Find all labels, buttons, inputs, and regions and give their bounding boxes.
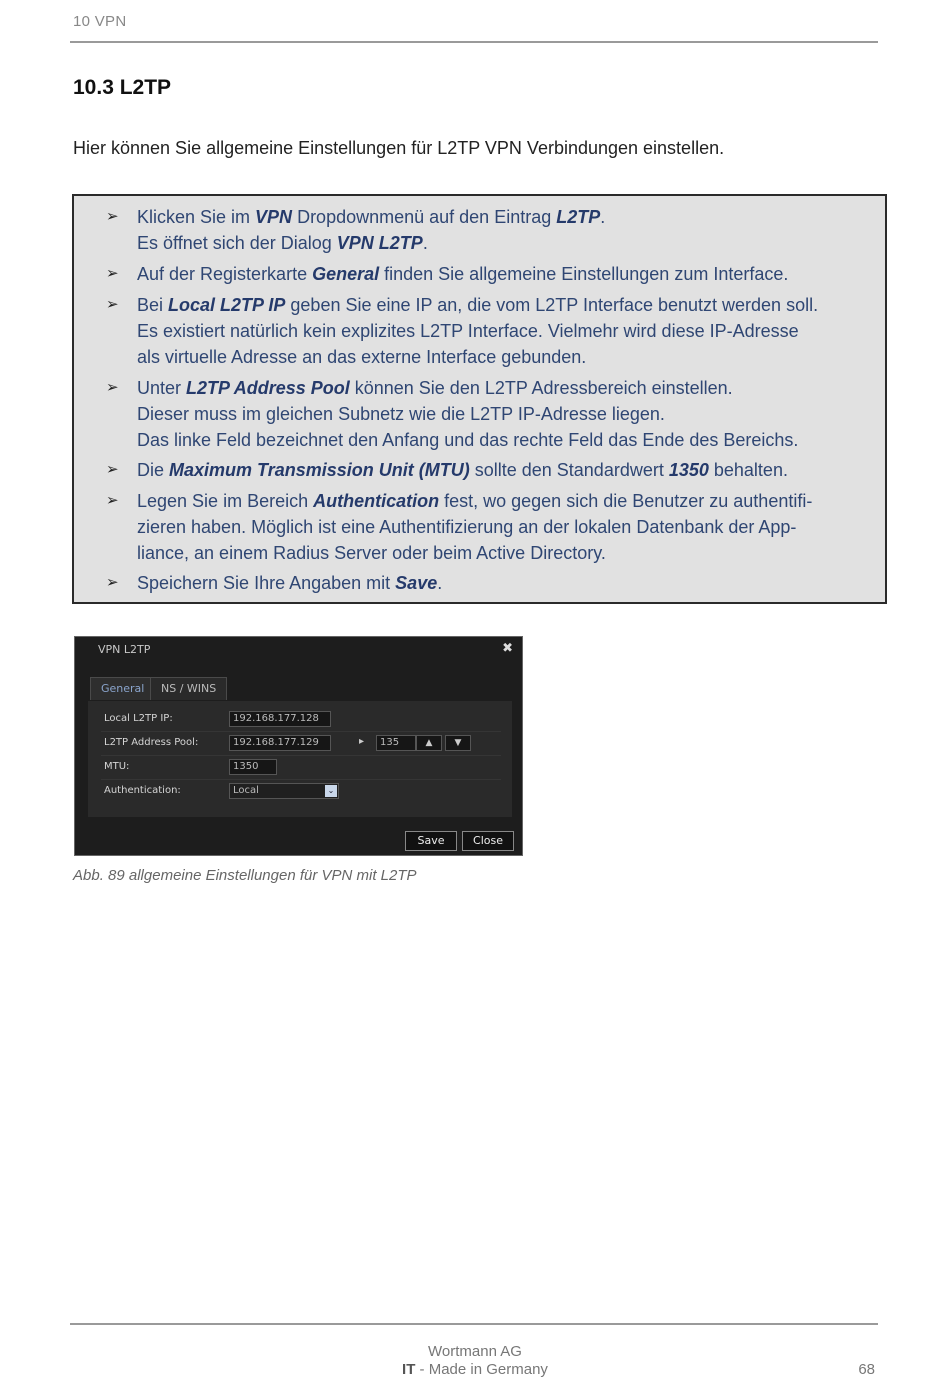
instruction-text bbox=[137, 375, 877, 453]
instruction-line bbox=[137, 514, 877, 540]
instruction-line bbox=[137, 318, 877, 344]
text-run: behalten. bbox=[708, 460, 788, 480]
footer-divider bbox=[70, 1323, 878, 1325]
range-arrow-icon: ▸ bbox=[359, 736, 365, 747]
bullet-arrow-icon: ➢ bbox=[106, 574, 119, 591]
instruction-line bbox=[137, 427, 877, 453]
chevron-down-icon[interactable]: ⌄ bbox=[325, 785, 337, 797]
close-button[interactable]: Close bbox=[462, 831, 514, 851]
text-run: geben Sie eine IP an, die vom L2TP Interface benutzt werden soll. bbox=[285, 295, 819, 315]
pool-label: L2TP Address Pool: bbox=[104, 737, 199, 748]
footer-tagline bbox=[0, 1361, 950, 1378]
emphasized-term: L2TP bbox=[556, 207, 601, 227]
local-ip-row bbox=[101, 709, 501, 732]
emphasized-term: Local L2TP IP bbox=[168, 295, 286, 315]
pool-end-input[interactable]: 135 bbox=[376, 735, 416, 751]
instruction-text bbox=[137, 292, 877, 370]
mtu-label: MTU: bbox=[104, 761, 130, 772]
section-title: 10.3 L2TP bbox=[73, 76, 172, 99]
auth-select[interactable] bbox=[229, 783, 339, 799]
instruction-text bbox=[137, 204, 877, 256]
instruction-line bbox=[137, 375, 877, 401]
text-run: sollte den Standardwert bbox=[469, 460, 669, 480]
text-run: können Sie den L2TP Adressbereich einstellen. bbox=[349, 378, 733, 398]
decrement-button[interactable]: ▼ bbox=[445, 735, 471, 751]
emphasized-term: Authentication bbox=[313, 491, 440, 511]
general-panel bbox=[88, 701, 512, 817]
auth-row bbox=[101, 781, 501, 803]
instruction-line bbox=[137, 457, 877, 483]
text-run: . bbox=[600, 207, 606, 227]
instruction-line bbox=[137, 292, 877, 318]
text-run: Die bbox=[137, 460, 170, 480]
text-run: fest, wo gegen sich die Benutzer zu authentifi- bbox=[439, 491, 813, 511]
text-run: Legen Sie im Bereich bbox=[137, 491, 314, 511]
bullet-arrow-icon: ➢ bbox=[106, 461, 119, 478]
instruction-line bbox=[137, 540, 877, 566]
dialog-screenshot bbox=[74, 636, 523, 856]
text-run: Dieser muss im gleichen Subnetz wie die L2TP IP-Adresse liegen. bbox=[137, 404, 665, 424]
instruction-box bbox=[72, 194, 887, 604]
instruction-line bbox=[137, 344, 877, 370]
instruction-text bbox=[137, 570, 877, 596]
instruction-text bbox=[137, 457, 877, 483]
emphasized-term: General bbox=[312, 264, 380, 284]
footer-tag-rest: - Made in Germany bbox=[415, 1361, 548, 1378]
figure-caption: Abb. 89 allgemeine Einstellungen für VPN mit L2TP bbox=[73, 867, 417, 884]
local-ip-label: Local L2TP IP: bbox=[104, 713, 173, 724]
text-run: als virtuelle Adresse an das externe Interface gebunden. bbox=[137, 347, 587, 367]
instruction-line bbox=[137, 204, 877, 230]
increment-button[interactable]: ▲ bbox=[416, 735, 442, 751]
emphasized-term: Maximum Transmission Unit (MTU) bbox=[169, 460, 470, 480]
pool-row bbox=[101, 733, 501, 756]
text-run: Speichern Sie Ihre Angaben mit bbox=[137, 573, 396, 593]
bullet-arrow-icon: ➢ bbox=[106, 379, 119, 396]
text-run: liance, an einem Radius Server oder beim Active Directory. bbox=[137, 543, 606, 563]
page-number: 68 bbox=[858, 1361, 875, 1378]
text-run: . bbox=[422, 233, 428, 253]
auth-select-value: Local bbox=[233, 785, 259, 796]
bullet-arrow-icon: ➢ bbox=[106, 265, 119, 282]
instruction-text bbox=[137, 488, 877, 566]
running-header: 10 VPN bbox=[73, 13, 127, 30]
emphasized-term: VPN L2TP bbox=[336, 233, 423, 253]
instruction-line bbox=[137, 570, 877, 596]
footer-company: Wortmann AG bbox=[428, 1343, 522, 1360]
tab-ns-wins[interactable]: NS / WINS bbox=[150, 677, 227, 700]
bullet-arrow-icon: ➢ bbox=[106, 296, 119, 313]
auth-label: Authentication: bbox=[104, 785, 181, 796]
local-ip-input[interactable]: 192.168.177.128 bbox=[229, 711, 331, 727]
dialog-tabbar bbox=[88, 677, 512, 702]
instruction-line bbox=[137, 230, 877, 256]
bullet-arrow-icon: ➢ bbox=[106, 492, 119, 509]
instruction-line bbox=[137, 401, 877, 427]
emphasized-term: VPN bbox=[255, 207, 293, 227]
pool-start-input[interactable]: 192.168.177.129 bbox=[229, 735, 331, 751]
text-run: Dropdownmenü auf den Eintrag bbox=[292, 207, 557, 227]
emphasized-term: Save bbox=[395, 573, 438, 593]
text-run: Unter bbox=[137, 378, 187, 398]
instruction-line bbox=[137, 488, 877, 514]
text-run: Auf der Registerkarte bbox=[137, 264, 313, 284]
instruction-text bbox=[137, 261, 877, 287]
dialog-title: VPN L2TP bbox=[98, 643, 151, 656]
mtu-row bbox=[101, 757, 501, 780]
text-run: finden Sie allgemeine Einstellungen zum Interface. bbox=[379, 264, 789, 284]
tab-general[interactable]: General bbox=[90, 677, 155, 700]
intro-paragraph: Hier können Sie allgemeine Einstellungen für L2TP VPN Verbindungen einstellen. bbox=[73, 138, 725, 158]
instruction-line bbox=[137, 261, 877, 287]
footer-tag-bold: IT bbox=[402, 1361, 416, 1378]
emphasized-term: 1350 bbox=[668, 460, 709, 480]
emphasized-term: L2TP Address Pool bbox=[186, 378, 350, 398]
text-run: Das linke Feld bezeichnet den Anfang und das rechte Feld das Ende des Bereichs. bbox=[137, 430, 799, 450]
text-run: Es existiert natürlich kein explizites L2TP Interface. Vielmehr wird diese IP-Adresse bbox=[137, 321, 799, 341]
save-button[interactable]: Save bbox=[405, 831, 457, 851]
text-run: . bbox=[437, 573, 443, 593]
bullet-arrow-icon: ➢ bbox=[106, 208, 119, 225]
text-run: zieren haben. Möglich ist eine Authentifizierung an der lokalen Datenbank der App- bbox=[137, 517, 797, 537]
text-run: Bei bbox=[137, 295, 169, 315]
header-divider bbox=[70, 41, 878, 43]
close-icon[interactable]: ✖ bbox=[502, 641, 513, 656]
text-run: Klicken Sie im bbox=[137, 207, 256, 227]
mtu-input[interactable]: 1350 bbox=[229, 759, 277, 775]
text-run: Es öffnet sich der Dialog bbox=[137, 233, 337, 253]
